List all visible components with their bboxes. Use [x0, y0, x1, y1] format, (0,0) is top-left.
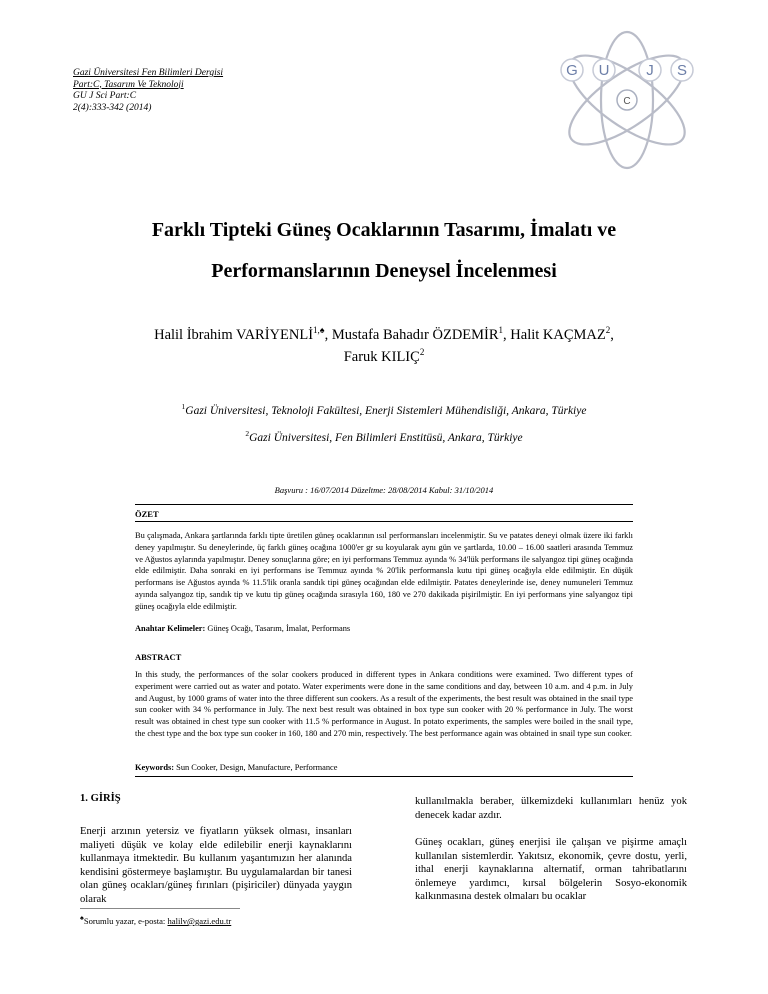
footnote-mark: ♠ [80, 914, 84, 922]
journal-name: Gazi Üniversitesi Fen Bilimleri Dergisi [73, 68, 224, 78]
ozet-heading: ÖZET [135, 509, 159, 519]
ozet-keywords-label: Anahtar Kelimeler: [135, 624, 206, 633]
journal-volume: 2(4):333-342 (2014) [73, 102, 152, 113]
title-line-2: Performanslarının Deneysel İncelenmesi [211, 260, 557, 282]
footnote [80, 914, 231, 926]
logo-center-letter: C [623, 96, 631, 107]
logo-letter-j: J [646, 62, 654, 79]
affiliation-1-text: Gazi Üniversitesi, Teknoloji Fakültesi, Enerji Sistemleri Mühendisliği, Ankara, Türkiye [185, 404, 587, 417]
submission-dates: Başvuru : 16/07/2014 Düzeltme: 28/08/2014 Kabul: 31/10/2014 [274, 485, 494, 495]
abstract-keywords-label: Keywords: [135, 763, 175, 772]
divider-top [135, 504, 633, 505]
author-list [80, 322, 688, 366]
logo-letter-s: S [676, 62, 688, 79]
author-3-affil: 2 [605, 325, 611, 335]
abstract-heading: ABSTRACT [135, 652, 182, 662]
divider-bottom [135, 776, 633, 777]
abstract-text: In this study, the performances of the solar cookers produced in different types in Ankara conditions were examined. Two different types of experiment were carried out as water and potato. Water experiments were done in the same conditions and day, between 10 a.m. and 4 p.m. in July and August, by 1000 grams of water into the three different sun cookers. As a result of the experiments, the best result was obtained in the snail type sun cooker with 34 % performance in July. The next best result was obtained in box type sun cooker with 20 % performance in July. The worst result was obtained in chest type sun cooker with 11.5 % performance in August. In potato experiments, the samples were boiled in the snail type, the chest type and the box type sun cooker in 160, 180 and 270 min, respectively. The best performance again was obtained in snail type sun cooker. [135, 670, 633, 738]
abstract-keywords [135, 763, 633, 772]
paper-title [60, 210, 708, 292]
author-1-affil: 1,♠ [313, 325, 325, 335]
affiliation-1 [60, 402, 708, 417]
author-4-affil: 2 [419, 346, 425, 357]
section-heading-giris: 1. GİRİŞ [80, 793, 121, 804]
body-right-paragraph-2: Güneş ocakları, güneş enerjisi ile çalışan ve pişirme amaçlı kullanılan sistemlerdir. Yakıtsız, ekonomik, çevre dostu, yerli, ithal enerji kaynaklarına alternatif, orman tahribatlarını önlemeye yardımcı, kırsal bölgelerin Sosyo-ekonomik kalkınmasına destek olmaları bu ocaklar [415, 837, 687, 903]
author-3: , Halit KAÇMAZ [503, 326, 606, 343]
affiliation-1-number: 1 [181, 402, 186, 411]
logo-letter-u: U [598, 62, 610, 79]
ozet-keywords [135, 624, 633, 633]
title-line-1: Farklı Tipteki Güneş Ocaklarının Tasarımı, İmalatı ve [151, 219, 617, 241]
body-right-paragraph-1: kullanılmakla beraber, ülkemizdeki kullanımları henüz yok denecek kadar azdır. [415, 796, 687, 821]
author-2-affil: 1 [498, 325, 504, 335]
author-separator: , [610, 326, 614, 343]
author-4: Faruk KILIÇ [343, 348, 420, 365]
footnote-divider [80, 908, 240, 909]
author-1: Halil İbrahim VARİYENLİ [154, 326, 314, 343]
journal-logo [552, 18, 702, 178]
abstract-keywords-list: Sun Cooker, Design, Manufacture, Performance [174, 763, 338, 772]
author-2: , Mustafa Bahadır ÖZDEMİR [324, 326, 499, 343]
journal-header [73, 68, 223, 114]
affiliation-2-number: 2 [245, 429, 250, 438]
affiliation-2 [60, 429, 708, 444]
body-left-paragraph: Enerji arzının yetersiz ve fiyatların yüksek olması, insanları maliyeti düşük ve kolay elde edilebilir enerji kaynaklarını kullanmaya itmektedir. Bu kullanım yaşantımızın her alanında kendisini göstermeye başlamıştır. Bu uygulamalardan bir tanesi olan güneş ocakları/güneş fırınları (pişiriciler) dünyada yaygın olarak [80, 826, 352, 905]
affiliation-2-text: Gazi Üniversitesi, Fen Bilimleri Enstitüsü, Ankara, Türkiye [249, 431, 523, 444]
footnote-text: Sorumlu yazar, e-posta: [83, 915, 168, 926]
corresponding-email-link[interactable]: halilv@gazi.edu.tr [167, 915, 232, 926]
journal-part: Part:C, Tasarım Ve Teknoloji [73, 79, 184, 90]
journal-abbrev: GU J Sci Part:C [73, 91, 137, 101]
ozet-keywords-list: Güneş Ocağı, Tasarım, İmalat, Performans [205, 624, 351, 633]
divider-ozet [135, 521, 633, 522]
logo-letter-g: G [566, 62, 578, 79]
ozet-text: Bu çalışmada, Ankara şartlarında farklı tipte üretilen güneş ocaklarının ısıl performansları incelenmiştir. Su ve patates deneyi olmak üzere iki farklı deney yapılmıştır. Su deneylerinde, üç farklı güneş ocağına 1000'er gr su koyularak aynı gün ve şartlarda, 10.00 – 16.00 saatleri arasında Temmuz ve Ağustos aylarında yapılmıştır. Deney sonuçlarına göre; en iyi performans Temmuz ayında % 34'lük performans ile salyangoz tipi güneş ocağında elde edilmiştir. Daha sonraki en iyi performans ise Temmuz ayında % 20'lik performansla kutu tipi güneş ocağıyla elde edilmiştir. En düşük performans ise Ağustos ayında % 11.5'lik oranla sandık tipi güneş ocağından elde edilmiştir. Patates deneylerinde ise, deney numuneleri Temmuz ayında salyangoz tip, sandık tip ve kutu tip güneş ocağında sırasıyla 160, 180 ve 270 dakikada pişirilmiştir. En iyi performans yine salyangoz tipi güneş ocağıyla elde edilmiştir. [135, 531, 633, 611]
